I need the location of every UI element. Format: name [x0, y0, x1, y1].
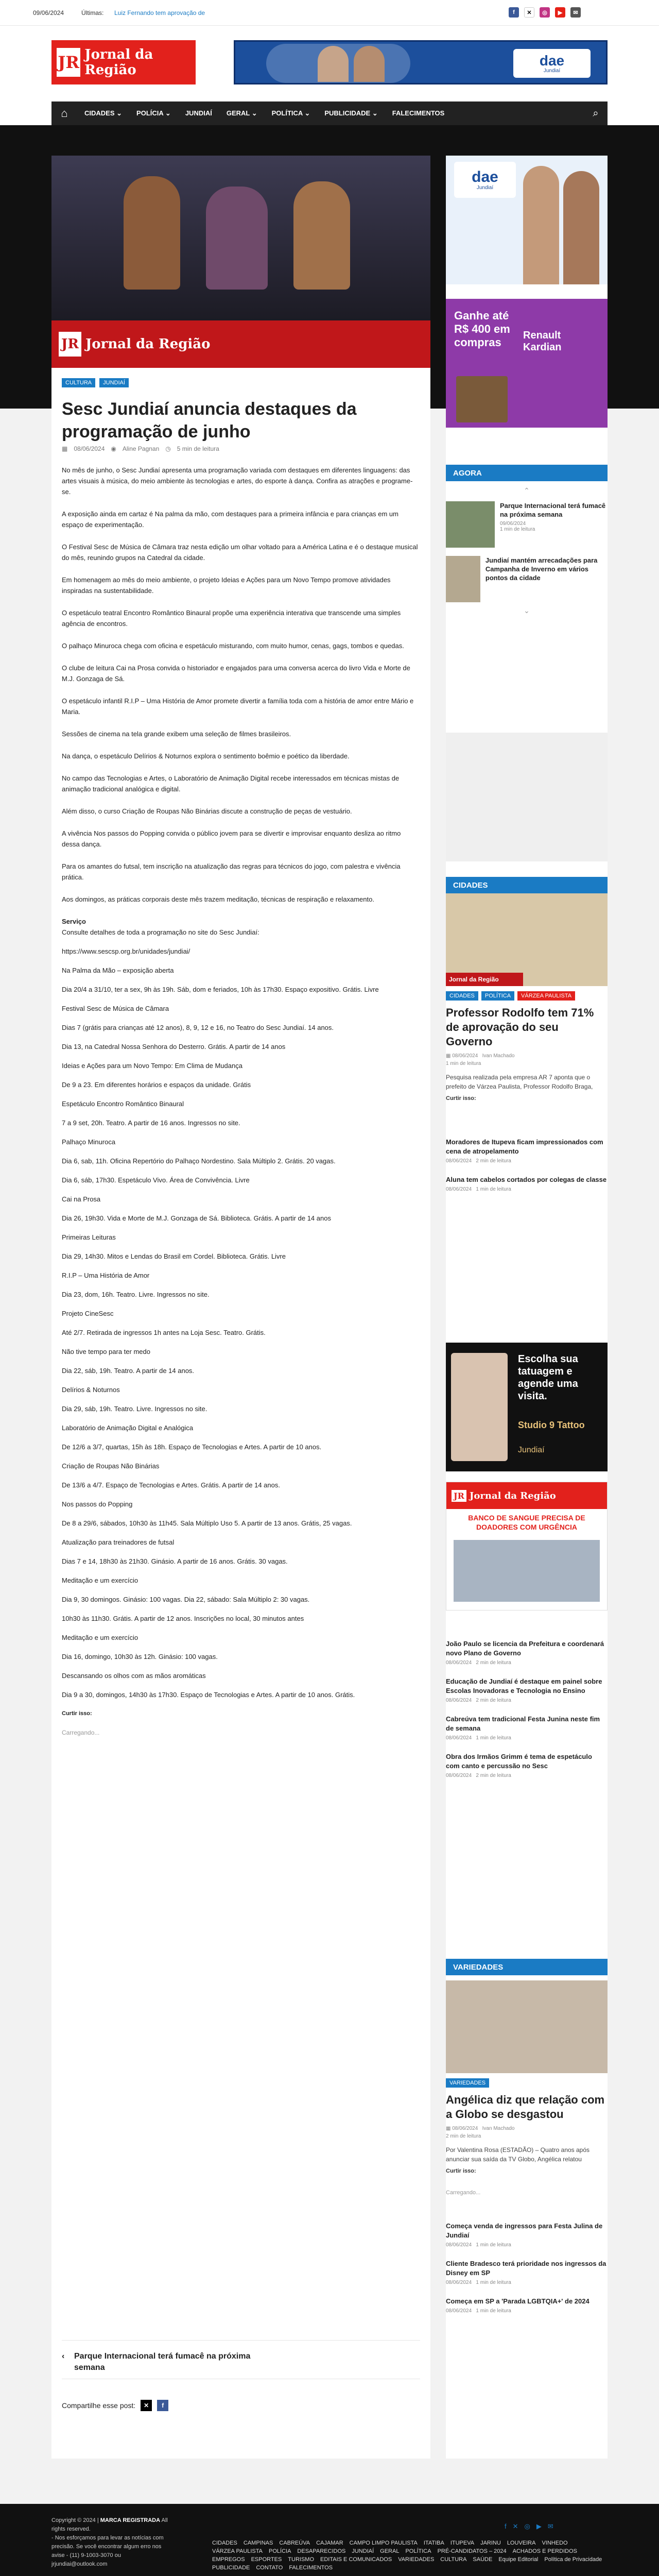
- logo-mark: JR: [57, 48, 80, 77]
- paragraph: No campo das Tecnologias e Artes, o Laboratório de Animação Digital recebe interessados em técnicas mistas de animação tradicional analógica e digital.: [62, 774, 400, 793]
- cidades-list-title[interactable]: Aluna tem cabelos cortados por colegas de classe: [446, 1176, 607, 1183]
- footer-link[interactable]: JUNDIAÍ: [352, 2548, 374, 2554]
- variedades-curtir: Curtir isso:: [446, 2168, 476, 2174]
- chevron-left-icon: ‹: [62, 2352, 65, 2361]
- ad-placeholder: [446, 733, 608, 861]
- footer-link[interactable]: EMPREGOS: [212, 2556, 245, 2563]
- image-watermark: Jornal da Região: [446, 973, 523, 986]
- nav-item-jundiai[interactable]: JUNDIAÍ: [185, 109, 212, 117]
- paragraph: Sessões de cinema na tela grande exibem uma seleção de filmes brasileiros.: [62, 730, 291, 738]
- sidebar: [446, 156, 608, 2459]
- service-item: Dia 13, na Catedral Nossa Senhora do Desterro. Grátis. A partir de 14 anos: [62, 1043, 286, 1050]
- service-url[interactable]: https://www.sescsp.org.br/unidades/jundiai/: [62, 947, 190, 955]
- cidades-excerpt: Pesquisa realizada pela empresa AR 7 aponta que o prefeito de Várzea Paulista, Professor Rodolfo Braga,: [446, 1074, 593, 1090]
- agora-item-title[interactable]: Jundiaí mantém arrecadações para Campanha de Inverno em vários pontos da cidade: [485, 556, 598, 582]
- paragraph: O espetáculo infantil R.I.P – Uma História de Amor promete divertir a família toda com a história de amor entre Mário e Maria.: [62, 697, 414, 716]
- paragraph: O palhaço Minuroca chega com oficina e espetáculo misturando, com muito humor, cenas, gags, tombos e quedas.: [62, 642, 404, 650]
- cidades-date: 08/06/2024: [452, 1053, 478, 1059]
- instagram-icon[interactable]: ◎: [524, 2522, 530, 2530]
- blood-title: BANCO DE SANGUE PRECISA DE DOADORES COM URGÊNCIA: [468, 1514, 585, 1531]
- footer-link[interactable]: JARINU: [480, 2540, 501, 2546]
- x-icon[interactable]: ✕: [512, 2522, 518, 2530]
- cidades-widget: [446, 877, 608, 1192]
- article-read-time: 5 min de leitura: [177, 445, 219, 452]
- article-tags: [62, 378, 129, 387]
- cidades-list-title[interactable]: Moradores de Itupeva ficam impressionados com cena de atropelamento: [446, 1138, 603, 1155]
- nav-item-cidades[interactable]: CIDADES ⌄: [84, 109, 123, 117]
- cidades-feature-image[interactable]: [446, 893, 608, 986]
- tag-varzea[interactable]: VÁRZEA PAULISTA: [517, 991, 575, 1001]
- mail-icon[interactable]: ✉: [547, 2522, 553, 2530]
- hero-logo-mark: JR: [59, 332, 81, 357]
- tag-politica[interactable]: POLÍTICA: [481, 991, 514, 1001]
- service-item: R.I.P – Uma História de Amor: [62, 1272, 150, 1279]
- service-item: Primeiras Leituras: [62, 1233, 116, 1241]
- footer-link[interactable]: CIDADES: [212, 2540, 237, 2546]
- x-icon[interactable]: ✕: [141, 2400, 152, 2411]
- paragraph: O espetáculo teatral Encontro Romântico Binaural propõe uma experiência interativa que transcende uma simples agência de encontros.: [62, 609, 401, 628]
- list-read: 1 min de leitura: [476, 1187, 511, 1192]
- calendar-icon: ▦: [62, 445, 68, 452]
- service-item: Ideias e Ações para um Novo Tempo: Em Clima de Mudança: [62, 1062, 242, 1070]
- service-item: Dia 23, dom, 16h. Teatro. Livre. Ingressos no site.: [62, 1291, 210, 1298]
- footer-link[interactable]: Equipe Editorial: [498, 2556, 539, 2563]
- service-label: Serviço: [62, 918, 86, 925]
- site-footer: [0, 2504, 659, 2576]
- footer-link[interactable]: CABREÚVA: [279, 2540, 310, 2546]
- paragraph: O clube de leitura Cai na Prosa convida o historiador e engajados para uma conversa acerca do livro Vida e Morte de M.J. Gonzaga de Sá.: [62, 664, 410, 683]
- chevron-down-icon: ⌄: [165, 109, 171, 117]
- x-icon[interactable]: ✕: [524, 7, 534, 18]
- footer-link[interactable]: CULTURA: [440, 2556, 467, 2563]
- top-bar: [0, 0, 659, 26]
- service-item: Dia 22, sáb, 19h. Teatro. A partir de 14 anos.: [62, 1367, 195, 1375]
- dae-brand: dae: [539, 52, 565, 69]
- tattoo-line4: visita.: [518, 1391, 547, 1402]
- footer-link[interactable]: DESAPARECIDOS: [297, 2548, 346, 2554]
- agora-item-title[interactable]: Parque Internacional terá fumacê na próxima semana: [499, 502, 606, 518]
- article-hero-image: [51, 156, 430, 368]
- service-item: De 8 a 29/6, sábados, 10h30 às 11h45. Sala Múltiplo Uso 5. A partir de 13 anos. Grátis, 25 vagas.: [62, 1519, 352, 1527]
- variedades-list-title[interactable]: Começa venda de ingressos para Festa Julina de Jundiaí: [446, 2222, 603, 2239]
- variedades-read: 2 min de leitura: [446, 2133, 481, 2139]
- list-date: 08/06/2024: [446, 1187, 472, 1192]
- service-item: Laboratório de Animação Digital e Analógica: [62, 1424, 194, 1432]
- variedades-excerpt: Por Valentina Rosa (ESTADÃO) – Quatro anos após anunciar sua saída da TV Globo, Angélica relatou: [446, 2146, 590, 2163]
- instagram-icon[interactable]: ◎: [540, 7, 550, 18]
- paragraph: O Festival Sesc de Música de Câmara traz nesta edição um olhar voltado para a América Latina e é o destaque musical do mês, reunindo grupos na Catedral da cidade.: [62, 543, 418, 562]
- article-meta: [62, 445, 219, 452]
- nav-item-politica[interactable]: POLÍTICA ⌄: [271, 109, 310, 117]
- variedades-author[interactable]: Ivan Machado: [482, 2126, 515, 2131]
- service-item: Dia 20/4 a 31/10, ter a sex, 9h às 19h. Sáb, dom e feriados, 10h às 17h30. Espaço expositivo. Grátis. Livre: [62, 986, 379, 993]
- paragraph: Na dança, o espetáculo Delírios & Noturnos explora o sentimento boêmio e poético da liberdade.: [62, 752, 350, 760]
- footer-link[interactable]: CAMPO LIMPO PAULISTA: [349, 2540, 418, 2546]
- agora-item-read: 1 min de leitura: [499, 527, 535, 532]
- dae-logo: [513, 49, 591, 78]
- agora-heading: AGORA: [446, 465, 608, 481]
- youtube-icon[interactable]: ▶: [555, 7, 565, 18]
- footer-link[interactable]: CONTATO: [256, 2565, 283, 2571]
- footer-link[interactable]: VARIEDADES: [398, 2556, 435, 2563]
- facebook-icon[interactable]: f: [509, 7, 519, 18]
- blood-logo-name: Jornal da Região: [469, 1490, 556, 1501]
- footer-note: - Nos esforçamos para levar as notícias com precisão. Se você encontrar algum erro nos avise - (11) 9-1003-3070 ou jrjundiai@outlook.com: [51, 2535, 164, 2567]
- footer-link[interactable]: POLÍTICA: [405, 2548, 431, 2554]
- list-date: 08/06/2024: [446, 1735, 472, 1741]
- footer-link[interactable]: CAJAMAR: [316, 2540, 343, 2546]
- news-list: [446, 1639, 608, 1778]
- curtir-label: Curtir isso:: [62, 1710, 92, 1717]
- promo-text: Ganhe até R$ 400 em compras: [454, 309, 510, 349]
- service-item: Descansando os olhos com as mãos aromáticas: [62, 1672, 206, 1680]
- sidebar-ad-dae[interactable]: [446, 156, 608, 284]
- service-item: De 9 a 23. Em diferentes horários e espaços da unidade. Grátis: [62, 1081, 251, 1089]
- service-item: Meditação e um exercício: [62, 1577, 138, 1584]
- article-body: [62, 465, 420, 1747]
- variedades-feature-image[interactable]: [446, 1980, 608, 2073]
- paragraph: Aos domingos, as práticas corporais deste mês trazem meditação, técnicas de respiração e relaxamento.: [62, 895, 374, 903]
- calendar-icon: ▦: [446, 2126, 453, 2131]
- variedades-heading: VARIEDADES: [446, 1959, 608, 1975]
- mail-icon[interactable]: ✉: [570, 7, 581, 18]
- tag-variedades[interactable]: VARIEDADES: [446, 2078, 489, 2088]
- likes-loading: Carregando...: [62, 1729, 100, 1736]
- chevron-down-icon[interactable]: ⌄: [524, 606, 530, 615]
- social-links: [509, 7, 581, 18]
- list-date: 08/06/2024: [446, 2242, 472, 2248]
- service-item: Dia 16, domingo, 10h30 às 12h. Ginásio: 100 vagas.: [62, 1653, 218, 1660]
- article-title: Sesc Jundiaí anuncia destaques da programação de junho: [62, 399, 357, 442]
- latest-label: Últimas:: [81, 9, 104, 16]
- share-label: Compartilhe esse post:: [62, 2401, 136, 2410]
- promo-brand: Renault Kardian: [523, 330, 562, 353]
- footer-link[interactable]: EDITAIS E COMUNICADOS: [320, 2556, 392, 2563]
- footer-link[interactable]: FALECIMENTOS: [289, 2565, 333, 2571]
- footer-link[interactable]: TURISMO: [288, 2556, 315, 2563]
- footer-brand: MARCA REGISTRADA: [100, 2517, 161, 2523]
- chevron-down-icon: ⌄: [116, 109, 123, 117]
- service-item: Delírios & Noturnos: [62, 1386, 120, 1394]
- news-list-title[interactable]: Educação de Jundiaí é destaque em painel sobre Escolas Inovadoras e Tecnologia no Ensino: [446, 1677, 602, 1694]
- footer-rights: All rights reserved.: [51, 2517, 168, 2532]
- list-date: 08/06/2024: [446, 1773, 472, 1778]
- dae-brand: dae: [472, 168, 498, 185]
- clock-icon: ◷: [165, 445, 171, 452]
- footer-link[interactable]: ACHADOS E PERDIDOS: [512, 2548, 577, 2554]
- tattoo-line3: agende uma: [518, 1378, 578, 1389]
- home-icon[interactable]: ⌂: [61, 107, 68, 120]
- paragraph: No mês de junho, o Sesc Jundiaí apresenta uma programação variada com destaques em diferentes linguagens: das artes visuais à música, do meio ambiente às tecnologias e artes, do esporte à dança. Confira as atrações e programe-se.: [62, 466, 413, 496]
- list-read: 1 min de leitura: [476, 2308, 511, 2314]
- footer-link[interactable]: PUBLICIDADE: [212, 2565, 250, 2571]
- footer-link[interactable]: ESPORTES: [251, 2556, 282, 2563]
- service-item: Dia 6, sab, 11h. Oficina Repertório do Palhaço Nordestino. Sala Múltiplo 2. Grátis. 20 vagas.: [62, 1157, 336, 1165]
- list-date: 08/06/2024: [446, 2308, 472, 2314]
- service-intro: Consulte detalhes de toda a programação no site do Sesc Jundiaí:: [62, 928, 259, 936]
- service-item: De 13/6 a 4/7. Espaço de Tecnologias e Artes. Grátis. A partir de 14 anos.: [62, 1481, 280, 1489]
- post-navigation[interactable]: [62, 2340, 420, 2379]
- chevron-up-icon[interactable]: ⌃: [524, 486, 530, 495]
- footer-link[interactable]: VÁRZEA PAULISTA: [212, 2548, 263, 2554]
- list-date: 08/06/2024: [446, 1660, 472, 1666]
- variedades-list-title[interactable]: Começa em SP a 'Parada LGBTQIA+' de 2024: [446, 2297, 589, 2305]
- dae-sub: Jundiaí: [476, 184, 494, 191]
- list-read: 2 min de leitura: [476, 1660, 511, 1666]
- footer-link[interactable]: ITATIBA: [423, 2540, 444, 2546]
- service-item: Dia 9 a 30, domingos, 14h30 às 17h30. Espaço de Tecnologias e Artes. A partir de 10 anos. Grátis.: [62, 1691, 355, 1699]
- chevron-down-icon: ⌄: [304, 109, 310, 117]
- chevron-down-icon: ⌄: [251, 109, 257, 117]
- main-nav: [51, 101, 608, 125]
- tag-cultura[interactable]: CULTURA: [62, 378, 95, 387]
- footer-link[interactable]: GERAL: [380, 2548, 400, 2554]
- service-item: Criação de Roupas Não Binárias: [62, 1462, 160, 1470]
- news-list-title[interactable]: Cabreúva tem tradicional Festa Junina neste fim de semana: [446, 1715, 600, 1732]
- nav-item-falecimentos[interactable]: FALECIMENTOS: [392, 109, 445, 117]
- footer-link[interactable]: Política de Privacidade: [544, 2556, 602, 2563]
- service-item: Projeto CineSesc: [62, 1310, 114, 1317]
- list-read: 2 min de leitura: [476, 1698, 511, 1703]
- footer-link[interactable]: PRÉ-CANDIDATOS – 2024: [437, 2548, 507, 2554]
- calendar-icon: ▦: [446, 1053, 453, 1059]
- footer-link[interactable]: ITUPEVA: [450, 2540, 475, 2546]
- next-post-link[interactable]: Parque Internacional terá fumacê na próxima semana: [74, 2352, 251, 2372]
- paragraph: A exposição ainda em cartaz é Na palma da mão, com destaques para a primeira infância e para crianças em um espaço de experimentação.: [62, 510, 398, 529]
- list-read: 1 min de leitura: [476, 2242, 511, 2248]
- cidades-feature-title[interactable]: Professor Rodolfo tem 71% de aprovação do seu Governo: [446, 1006, 594, 1048]
- nav-item-policia[interactable]: POLÍCIA ⌄: [136, 109, 171, 117]
- variedades-feature-title[interactable]: Angélica diz que relação com a Globo se desgastou: [446, 2093, 605, 2121]
- footer-link[interactable]: SAÚDE: [473, 2556, 493, 2563]
- tattoo-city: Jundiaí: [518, 1446, 545, 1454]
- service-item: Festival Sesc de Música de Câmara: [62, 1005, 169, 1012]
- list-read: 2 min de leitura: [476, 1773, 511, 1778]
- variedades-list-title[interactable]: Cliente Bradesco terá prioridade nos ingressos da Disney em SP: [446, 2260, 606, 2277]
- paragraph: Para os amantes do futsal, tem inscrição na atualização das regras para técnicos do jogo, com palestra e vivência prática.: [62, 862, 401, 881]
- header-ad-banner[interactable]: [234, 40, 608, 84]
- footer-link[interactable]: CAMPINAS: [243, 2540, 273, 2546]
- cidades-read: 1 min de leitura: [446, 1061, 481, 1066]
- service-item: Dia 9, 30 domingos. Ginásio: 100 vagas. Dia 22, sábado: Sala Múltiplo 2: 30 vagas.: [62, 1596, 310, 1603]
- share-bar: [62, 2400, 168, 2411]
- variedades-widget: [446, 1959, 608, 2314]
- service-item: Dia 6, sáb, 17h30. Espetáculo Vivo. Área de Convivência. Livre: [62, 1176, 250, 1184]
- cidades-heading: CIDADES: [446, 877, 608, 893]
- tag-jundiai[interactable]: JUNDIAÍ: [99, 378, 129, 387]
- tattoo-ad[interactable]: [446, 1343, 608, 1471]
- service-item: Dias 7 (grátis para crianças até 12 anos), 8, 9, 12 e 16, no Teatro do Sesc Jundiaí. 14 anos.: [62, 1024, 334, 1031]
- current-date: 09/06/2024: [33, 9, 64, 16]
- dae-logo: [454, 162, 516, 198]
- variedades-date: 08/06/2024: [452, 2126, 478, 2131]
- chevron-down-icon: ⌄: [372, 109, 378, 117]
- article-date: 08/06/2024: [74, 445, 105, 452]
- paragraph: A vivência Nos passos do Popping convida o público jovem para se divertir e improvisar enquanto desliza ao ritmo dessa dança.: [62, 829, 401, 848]
- paragraph: Além disso, o curso Criação de Roupas Não Binárias discute a construção de peças de vestuário.: [62, 807, 352, 815]
- list-read: 1 min de leitura: [476, 1735, 511, 1741]
- service-item: Espetáculo Encontro Romântico Binaural: [62, 1100, 184, 1108]
- facebook-icon[interactable]: f: [505, 2522, 507, 2530]
- facebook-icon[interactable]: f: [157, 2400, 168, 2411]
- service-item: Cai na Prosa: [62, 1195, 101, 1203]
- news-list-title[interactable]: João Paulo se licencia da Prefeitura e coordenará novo Plano de Governo: [446, 1640, 604, 1657]
- article-column: [51, 156, 430, 2459]
- service-item: Palhaço Minuroca: [62, 1138, 116, 1146]
- footer-social: [505, 2522, 553, 2531]
- dae-sub: Jundiaí: [543, 67, 561, 74]
- service-block: [62, 916, 420, 938]
- agora-widget: [446, 465, 608, 615]
- service-item: Dia 26, 19h30. Vida e Morte de M.J. Gonzaga de Sá. Biblioteca. Grátis. A partir de 14 anos: [62, 1214, 331, 1222]
- service-item: De 12/6 a 3/7, quartas, 15h às 18h. Espaço de Tecnologias e Artes. A partir de 10 anos.: [62, 1443, 322, 1451]
- youtube-icon[interactable]: ▶: [536, 2522, 542, 2530]
- nav-item-publicidade[interactable]: PUBLICIDADE ⌄: [324, 109, 378, 117]
- footer-link[interactable]: POLÍCIA: [269, 2548, 291, 2554]
- agora-item-date: 09/06/2024: [499, 521, 526, 527]
- blood-bank-ad[interactable]: [446, 1482, 608, 1611]
- nav-item-geral[interactable]: GERAL ⌄: [226, 109, 257, 117]
- paragraph: Em homenagem ao mês do meio ambiente, o projeto Ideias e Ações para um Novo Tempo promove atividades inspiradas na sustentabilidade.: [62, 576, 391, 595]
- list-date: 08/06/2024: [446, 2280, 472, 2285]
- footer-link[interactable]: LOUVEIRA: [507, 2540, 536, 2546]
- list-date: 08/06/2024: [446, 1698, 472, 1703]
- variedades-loading: Carregando...: [446, 2190, 481, 2196]
- list-date: 08/06/2024: [446, 1158, 472, 1164]
- cidades-author[interactable]: Ivan Machado: [482, 1053, 515, 1059]
- blood-logo-mark: JR: [452, 1490, 466, 1502]
- latest-ticker[interactable]: Luiz Fernando tem aprovação de: [114, 9, 205, 16]
- service-item: Dias 7 e 14, 18h30 às 21h30. Ginásio. A partir de 16 anos. Grátis. 30 vagas.: [62, 1557, 288, 1565]
- service-item: Não tive tempo para ter medo: [62, 1348, 150, 1355]
- article-author[interactable]: Aline Pagnan: [122, 445, 160, 452]
- service-item: Nos passos do Popping: [62, 1500, 133, 1508]
- site-logo[interactable]: [51, 40, 196, 84]
- sidebar-ad-promo[interactable]: [446, 299, 608, 428]
- footer-copyright: Copyright © 2024 |: [51, 2517, 99, 2523]
- logo-name: Jornal da Região: [84, 47, 153, 78]
- list-read: 1 min de leitura: [476, 2280, 511, 2285]
- tattoo-line2: tatuagem e: [518, 1366, 573, 1377]
- cidades-curtir: Curtir isso:: [446, 1095, 476, 1101]
- service-item: 7 a 9 set, 20h. Teatro. A partir de 16 anos. Ingressos no site.: [62, 1119, 240, 1127]
- service-item: Até 2/7. Retirada de ingressos 1h antes na Loja Sesc. Teatro. Grátis.: [62, 1329, 266, 1336]
- news-list-title[interactable]: Obra dos Irmãos Grimm é tema de espetáculo com canto e percussão no Sesc: [446, 1753, 592, 1770]
- service-item: Dia 29, 14h30. Mitos e Lendas do Brasil em Cordel. Biblioteca. Grátis. Livre: [62, 1252, 286, 1260]
- footer-link[interactable]: VINHEDO: [542, 2540, 568, 2546]
- service-item: Na Palma da Mão – exposição aberta: [62, 967, 174, 974]
- search-icon[interactable]: ⌕: [593, 107, 599, 119]
- service-item: Dia 29, sáb, 19h. Teatro. Livre. Ingressos no site.: [62, 1405, 207, 1413]
- service-item: Meditação e um exercício: [62, 1634, 138, 1641]
- tag-cidades[interactable]: CIDADES: [446, 991, 478, 1001]
- tattoo-line1: Escolha sua: [518, 1353, 578, 1365]
- service-item: Atualização para treinadores de futsal: [62, 1538, 175, 1546]
- user-icon: ◉: [111, 445, 116, 452]
- footer-links: [212, 2540, 609, 2571]
- list-read: 2 min de leitura: [476, 1158, 511, 1164]
- service-item: 10h30 às 11h30. Grátis. A partir de 12 anos. Inscrições no local, 30 minutos antes: [62, 1615, 304, 1622]
- hero-logo-name: Jornal da Região: [85, 336, 211, 352]
- tattoo-studio: Studio 9 Tattoo: [518, 1420, 585, 1430]
